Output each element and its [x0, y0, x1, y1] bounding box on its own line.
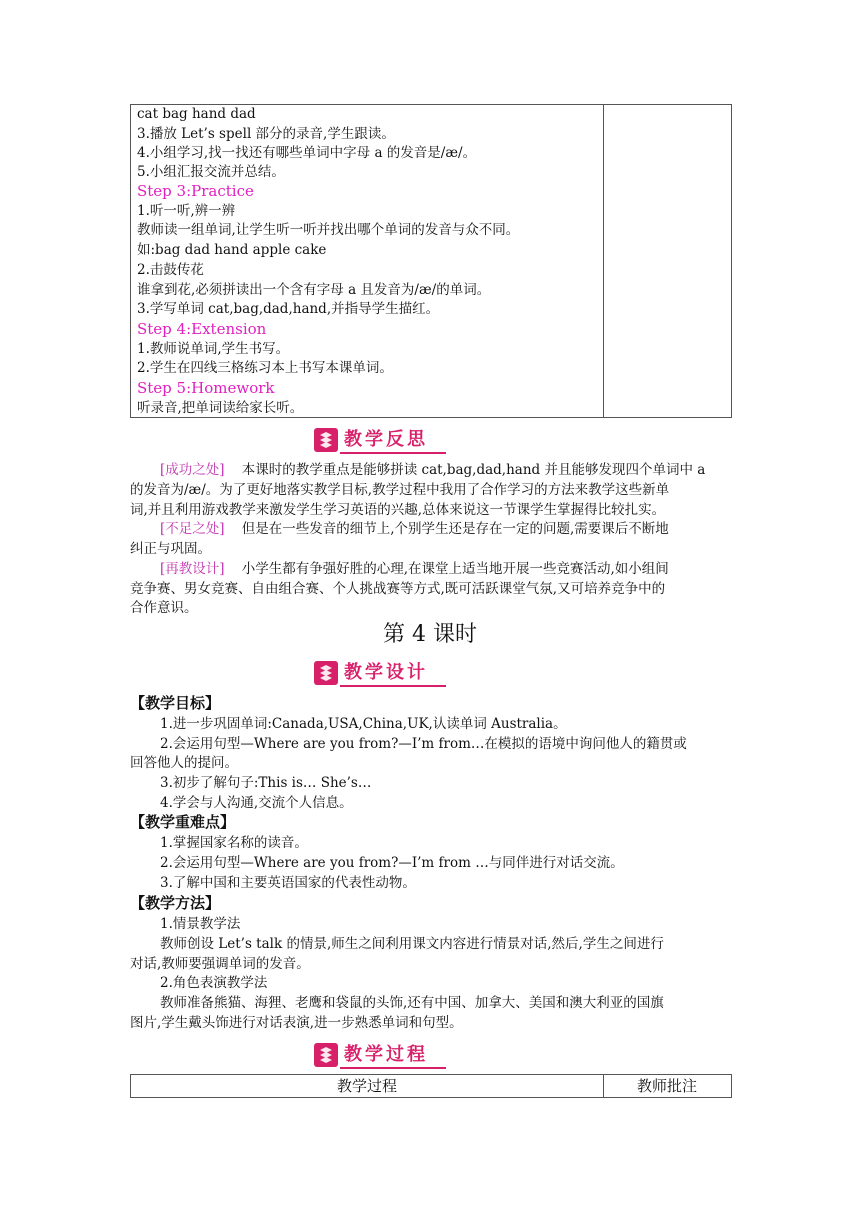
process-line: 5.小组汇报交流并总结。: [137, 164, 285, 180]
method-text: 教师准备熊猫、海狸、老鹰和袋鼠的头饰,还有中国、加拿大、美国和澳大利亚的国旗: [160, 995, 664, 1011]
tag-redesign: [再教设计]: [160, 561, 225, 577]
reflection-success: [160, 460, 705, 480]
method-text: 教师创设 Let’s talk 的情景,师生之间利用课文内容进行情景对话,然后,学生之间进行: [160, 936, 664, 952]
keypoint-item: 2.会运用句型—Where are you from?—I’m from …与同伴进行对话交流。: [160, 855, 624, 871]
keypoint-item: 3.了解中国和主要英语国家的代表性动物。: [160, 875, 416, 891]
keypoint-item: 1.掌握国家名称的读音。: [160, 835, 308, 851]
section-banner-title: 教学设计: [344, 662, 428, 683]
reflection-text: 纠正与巩固。: [130, 541, 211, 557]
section-banner-process: [314, 1043, 446, 1067]
lesson-title: 第 4 课时: [383, 622, 477, 647]
objective-item: 3.初步了解句子:This is… She’s…: [160, 775, 372, 791]
process-table-header: [130, 1074, 732, 1098]
reflection-text: 合作意识。: [130, 600, 198, 616]
tag-success: [成功之处]: [160, 462, 225, 478]
process-line: 1.听一听,辨一辨: [137, 203, 236, 219]
method-item: 1.情景教学法: [160, 916, 241, 932]
reflection-text: 竞争赛、男女竞赛、自由组合赛、个人挑战赛等方式,既可活跃课堂气氛,又可培养竞争中的: [130, 581, 666, 597]
process-line: 谁拿到花,必须拼读出一个含有字母 a 且发音为/æ/的单词。: [137, 282, 491, 298]
word-list: cat bag hand dad: [137, 106, 256, 122]
section-logo-icon: [314, 661, 338, 685]
process-line: 2.击鼓传花: [137, 262, 204, 278]
objective-item: 1.进一步巩固单词:Canada,USA,China,UK,认读单词 Australia。: [160, 716, 567, 732]
step-heading: Step 5:Homework: [137, 379, 275, 397]
section-banner-reflection: [314, 428, 446, 452]
process-line: 如:bag dad hand apple cake: [137, 242, 327, 258]
step-heading: Step 3:Practice: [137, 182, 254, 200]
process-line: 2.学生在四线三格练习本上书写本课单词。: [137, 360, 393, 376]
column-header-notes: 教师批注: [636, 1077, 697, 1095]
section-banner-design: [314, 661, 446, 685]
step-heading: Step 4:Extension: [137, 320, 267, 338]
objective-item: 4.学会与人沟通,交流个人信息。: [160, 795, 353, 811]
process-line: 教师读一组单词,让学生听一听并找出哪个单词的发音与众不同。: [137, 222, 520, 238]
reflection-text: 小学生都有争强好胜的心理,在课堂上适当地开展一些竞赛活动,如小组间: [241, 561, 669, 577]
column-header-process: 教学过程: [336, 1077, 397, 1095]
reflection-text: 本课时的教学重点是能够拼读 cat,bag,dad,hand 并且能够发现四个单词中 a: [241, 462, 706, 478]
objectives-header: 【教学目标】: [130, 694, 221, 712]
banner-underline: [340, 685, 446, 687]
objective-item: 回答他人的提问。: [130, 755, 238, 771]
process-line: 听录音,把单词读给家长听。: [137, 400, 304, 416]
table-column-divider: [603, 105, 604, 417]
banner-underline: [340, 452, 446, 454]
section-banner-title: 教学反思: [344, 429, 428, 450]
section-logo-icon: [314, 428, 338, 452]
process-line: 3.学写单词 cat,bag,dad,hand,并指导学生描红。: [137, 301, 440, 317]
reflection-text: 词,并且利用游戏教学来激发学生学习英语的兴趣,总体来说这一节课学生掌握得比较扎实。: [130, 502, 666, 518]
objective-item: 2.会运用句型—Where are you from?—I’m from…在模拟的语境中询问他人的籍贯或: [160, 736, 687, 752]
method-item: 2.角色表演教学法: [160, 975, 268, 991]
process-line: 1.教师说单词,学生书写。: [137, 341, 290, 357]
reflection-text: 但是在一些发音的细节上,个别学生还是存在一定的问题,需要课后不断地: [241, 521, 669, 537]
process-line: 3.播放 Let’s spell 部分的录音,学生跟读。: [137, 126, 395, 142]
section-banner-title: 教学过程: [344, 1044, 428, 1065]
tag-shortfall: [不足之处]: [160, 521, 225, 537]
reflection-text: 的发音为/æ/。为了更好地落实教学目标,教学过程中我用了合作学习的方法来教学这些新单: [130, 482, 670, 498]
reflection-redesign: [160, 559, 669, 579]
methods-header: 【教学方法】: [130, 894, 221, 912]
section-logo-icon: [314, 1043, 338, 1067]
process-line: 4.小组学习,找一找还有哪些单词中字母 a 的发音是/æ/。: [137, 145, 477, 161]
keypoints-header: 【教学重难点】: [130, 813, 236, 831]
method-text: 图片,学生戴头饰进行对话表演,进一步熟悉单词和句型。: [130, 1015, 463, 1031]
reflection-shortfall: [160, 519, 669, 539]
banner-underline: [340, 1067, 446, 1069]
method-text: 对话,教师要强调单词的发音。: [130, 956, 310, 972]
